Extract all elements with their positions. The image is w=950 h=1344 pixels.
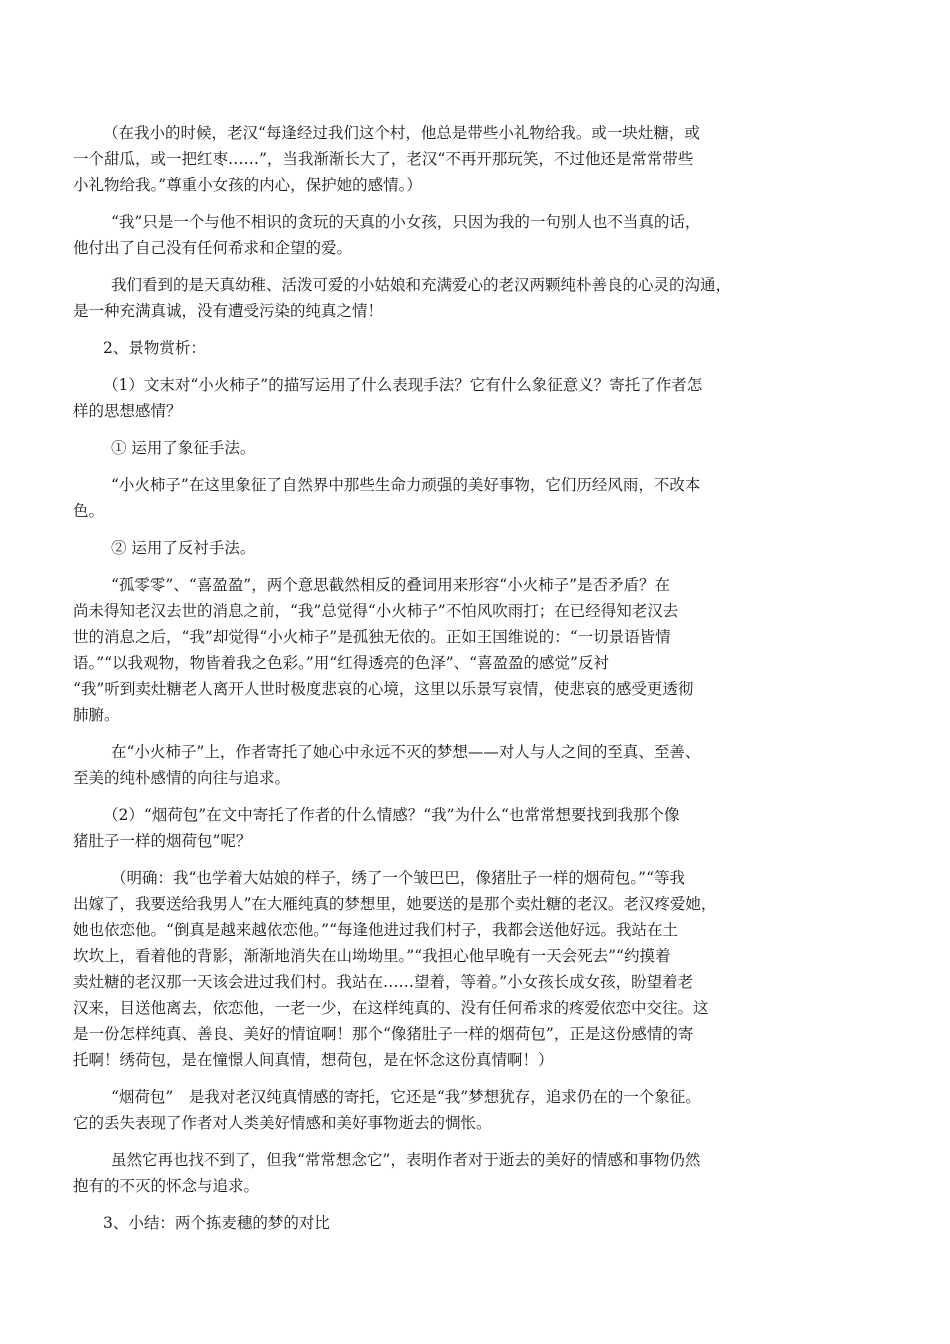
- text-line: 至美的纯朴感情的向往与追求。: [73, 769, 291, 787]
- text-line: ① 运用了象征手法。: [111, 439, 256, 457]
- question-2: [73, 802, 773, 854]
- text-line: 托啊！绣荷包，是在憧憬人间真情，想荷包，是在怀念这份真情啊！）: [73, 1051, 554, 1069]
- text-line: 我们看到的是天真幼稚、活泼可爱的小姑娘和充满爱心的老汉两颗纯朴善良的心灵的沟通，: [111, 276, 732, 294]
- paragraph-dream: [73, 739, 773, 791]
- point-contrast: [73, 535, 773, 561]
- document-page: [73, 120, 773, 1247]
- paragraph-persimmon-symbol: [73, 472, 773, 524]
- text-line: （明确：我“也学着大姑娘的样子，绣了一个皱巴巴，像猪肚子一样的烟荷包。”“等我: [111, 869, 686, 887]
- text-line: 一个甜瓜，或一把红枣……”，当我渐渐长大了，老汉“不再开那玩笑，不过他还是常常带些: [73, 150, 694, 168]
- text-line: 出嫁了，我要送给我男人”在大雁纯真的梦想里，她要送的是那个卖灶糖的老汉。老汉疼爱她，: [73, 895, 717, 913]
- text-line: 色。: [73, 502, 105, 520]
- question-1: [73, 372, 773, 424]
- paragraph-pure-feeling: [73, 272, 773, 324]
- text-line: 他付出了自己没有任何希求和企望的爱。: [73, 239, 353, 257]
- text-line: “小火柿子”在这里象征了自然界中那些生命力顽强的美好事物，它们历经风雨，不改本: [111, 476, 701, 494]
- text-line: 小礼物给我。”尊重小女孩的内心，保护她的感情。）: [73, 176, 422, 194]
- paragraph-childhood-gifts: [73, 120, 773, 198]
- text-line: 语。”“以我观物，物皆着我之色彩。”用“红得透亮的色泽”、“喜盈盈的感觉”反衬: [73, 654, 609, 672]
- text-line: （2）“烟荷包”在文中寄托了作者的什么情感？“我”为什么“也常常想要找到我那个像: [103, 806, 680, 824]
- paragraph-contrast-analysis: [73, 572, 773, 728]
- text-line: 坎坎上，看着他的背影，渐渐地消失在山坳坳里。”“我担心他早晚有一天会死去”“约摸着: [73, 947, 671, 965]
- text-line: 卖灶糖的老汉那一天该会进过我们村。我站在……望着，等着。”小女孩长成女孩，盼望着老: [73, 973, 694, 991]
- text-line: 汉来，目送他离去，依恋他，一老一少，在这样纯真的、没有任何希求的疼爱依恋中交往。这: [73, 999, 709, 1017]
- text-line: 是一份怎样纯真、善良、美好的情谊啊！那个“像猪肚子一样的烟荷包”，正是这份感情的寄: [73, 1025, 694, 1043]
- text-line: 世的消息之后，“我”却觉得“小火柿子”是孤独无依的。正如王国维说的：“一切景语皆情: [73, 628, 671, 646]
- text-line: “孤零零”、“喜盈盈”，两个意思截然相反的叠词用来形容“小火柿子”是否矛盾？在: [111, 576, 671, 594]
- text-line: 肺腑。: [73, 706, 120, 724]
- text-line: 猪肚子一样的烟荷包”呢？: [73, 832, 252, 850]
- text-line: ② 运用了反衬手法。: [111, 539, 256, 557]
- paragraph-pouch-symbol: [73, 1084, 773, 1136]
- text-line: （在我小的时候，老汉“每逢经过我们这个村，他总是带些小礼物给我。或一块灶糖，或: [103, 124, 700, 142]
- text-line: 是一种充满真诚，没有遭受污染的纯真之情！: [73, 302, 384, 320]
- text-line: “我”听到卖灶糖老人离开人世时极度悲哀的心境，这里以乐景写哀情，使悲哀的感受更透彻: [73, 680, 694, 698]
- text-line: 虽然它再也找不到了，但我“常常想念它”，表明作者对于逝去的美好的情感和事物仍然: [111, 1151, 701, 1169]
- text-line: 2、景物赏析：: [103, 339, 206, 357]
- text-line: 3、小结：两个拣麦穗的梦的对比: [103, 1214, 330, 1232]
- text-line: （1）文末对“小火柿子”的描写运用了什么表现手法？它有什么象征意义？寄托了作者怎: [103, 376, 703, 394]
- text-line: “烟荷包” 是我对老汉纯真情感的寄托，它还是“我”梦想犹存，追求仍在的一个象征。: [111, 1088, 701, 1106]
- paragraph-answer-tobacco-pouch: [73, 865, 773, 1073]
- text-line: 在“小火柿子”上，作者寄托了她心中永远不灭的梦想——对人与人之间的至真、至善、: [111, 743, 701, 761]
- text-line: 它的丢失表现了作者对人类美好情感和美好事物逝去的惆怅。: [73, 1114, 492, 1132]
- text-line: 样的思想感情？: [73, 402, 182, 420]
- text-line: 抱有的不灭的怀念与追求。: [73, 1177, 260, 1195]
- section-heading-scenery: [73, 335, 773, 361]
- text-line: 她也依恋他。“倒真是越来越依恋他。”“每逢他进过我们村子，我都会送他好远。我站在土: [73, 921, 679, 939]
- paragraph-innocent-girl: [73, 209, 773, 261]
- section-heading-summary: [73, 1210, 773, 1236]
- point-symbolism: [73, 435, 773, 461]
- text-line: 尚未得知老汉去世的消息之前，“我”总觉得“小火柿子”不怕风吹雨打；在已经得知老汉去: [73, 602, 679, 620]
- text-line: “我”只是一个与他不相识的贪玩的天真的小女孩，只因为我的一句别人也不当真的话，: [111, 213, 701, 231]
- paragraph-longing: [73, 1147, 773, 1199]
